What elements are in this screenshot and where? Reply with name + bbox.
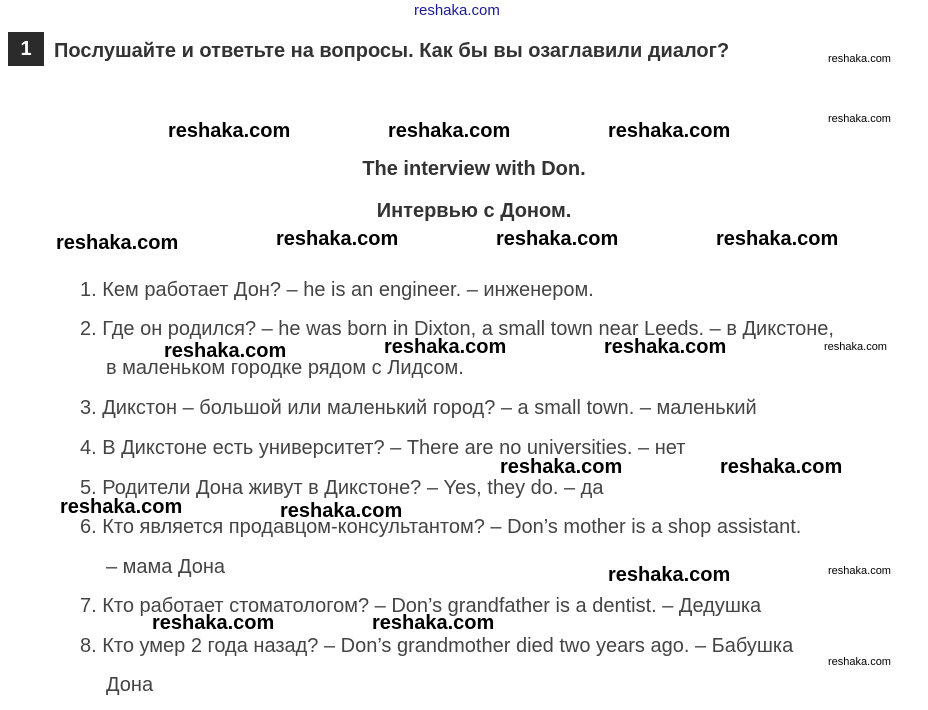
watermark-small: reshaka.com <box>824 341 887 353</box>
answer-item-7: 7. Кто работает стоматологом? – Don’s grandfather is a dentist. – Дедушка <box>80 595 762 617</box>
answer-item-3: 3. Дикстон – большой или маленький город? – a small town. – маленький <box>80 397 757 419</box>
watermark: reshaka.com <box>388 120 511 142</box>
answer-item-6: 6. Кто является продавцом-консультантом? – Don’s mother is a shop assistant. <box>80 516 802 538</box>
answer-item-2-continuation: в маленьком городке рядом с Лидсом. <box>106 357 464 379</box>
watermark: reshaka.com <box>716 228 839 250</box>
watermark: reshaka.com <box>496 228 619 250</box>
watermark-small: reshaka.com <box>828 656 891 668</box>
watermark-small: reshaka.com <box>828 565 891 577</box>
watermark: reshaka.com <box>372 612 495 634</box>
watermark-small: reshaka.com <box>828 53 891 65</box>
dialog-title-english: The interview with Don. <box>362 158 586 180</box>
watermark-small: reshaka.com <box>828 113 891 125</box>
answer-item-5: 5. Родители Дона живут в Дикстоне? – Yes, they do. – да <box>80 477 604 499</box>
watermark: reshaka.com <box>276 228 399 250</box>
answer-item-2: 2. Где он родился? – he was born in Dixton, a small town near Leeds. – в Дикстоне, <box>80 318 834 340</box>
answer-item-8: 8. Кто умер 2 года назад? – Don’s grandmother died two years ago. – Бабушка <box>80 635 794 657</box>
watermark: reshaka.com <box>384 336 507 358</box>
dialog-title-russian: Интервью с Доном. <box>376 200 572 222</box>
answer-item-8-continuation: Дона <box>106 674 154 696</box>
watermark: reshaka.com <box>720 456 843 478</box>
answer-item-6-continuation: – мама Дона <box>106 556 226 578</box>
watermark: reshaka.com <box>60 496 183 518</box>
watermark: reshaka.com <box>56 232 179 254</box>
site-link[interactable]: reshaka.com <box>414 2 500 19</box>
task-number-badge: 1 <box>8 32 44 66</box>
watermark: reshaka.com <box>164 340 287 362</box>
task-instruction: Послушайте и ответьте на вопросы. Как бы вы озаглавили диалог? <box>54 40 730 62</box>
watermark: reshaka.com <box>152 612 275 634</box>
answer-item-4: 4. В Дикстоне есть университет? – There are no universities. – нет <box>80 437 686 459</box>
watermark: reshaka.com <box>608 564 731 586</box>
watermark: reshaka.com <box>168 120 291 142</box>
watermark: reshaka.com <box>608 120 731 142</box>
watermark: reshaka.com <box>500 456 623 478</box>
watermark: reshaka.com <box>280 500 403 522</box>
watermark: reshaka.com <box>604 336 727 358</box>
answer-item-1: 1. Кем работает Дон? – he is an engineer. – инженером. <box>80 279 594 301</box>
